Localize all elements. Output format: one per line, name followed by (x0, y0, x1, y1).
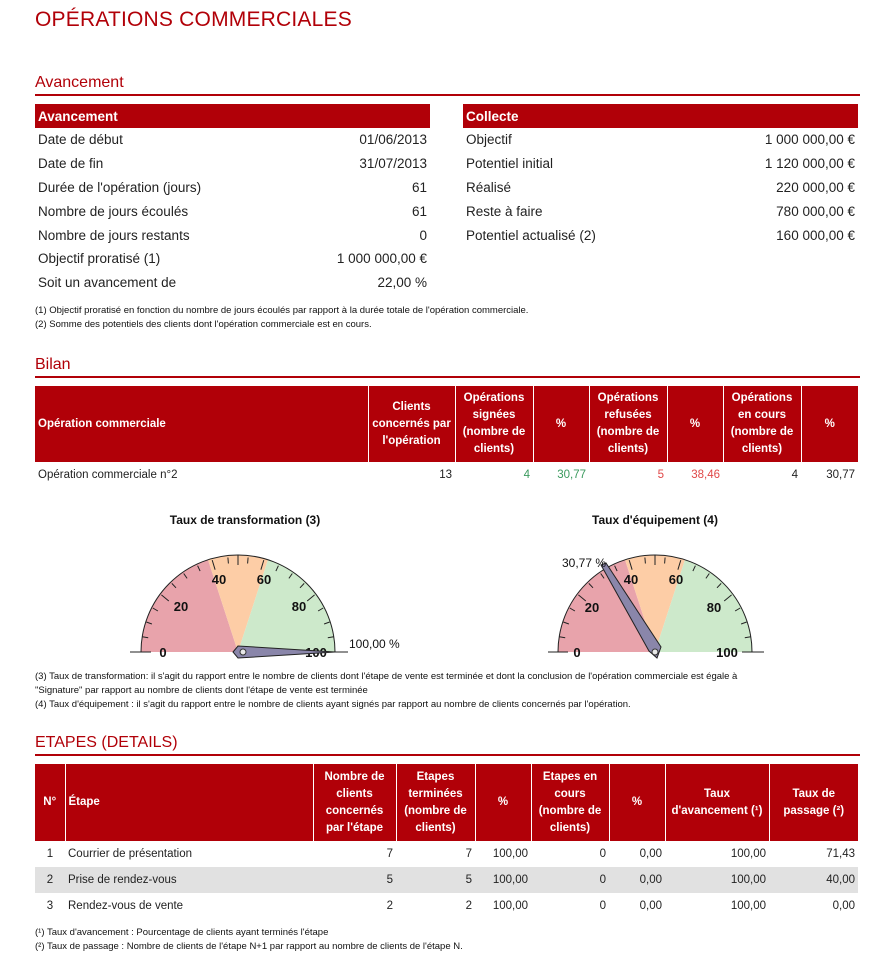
table-row (35, 867, 858, 893)
row-value: 1 000 000,00 € (336, 251, 427, 267)
table-row (463, 199, 858, 223)
row-label: Date de fin (38, 156, 104, 172)
col-taux-passage: Taux de passage (²) (769, 764, 858, 841)
table-row (35, 176, 430, 200)
row-value: 61 (411, 203, 427, 219)
row-label: Date de début (38, 132, 123, 148)
row-value: 160 000,00 € (776, 227, 855, 243)
row-label: Durée de l'opération (jours) (38, 179, 202, 195)
avancement-footnotes (35, 304, 528, 332)
cell-en-cours-pct: 30,77 (826, 469, 855, 481)
gauge-tick-100: 100 (716, 645, 738, 660)
avancement-table-header: Avancement (35, 104, 430, 128)
section-title-etapes: ETAPES (DETAILS) (35, 734, 860, 756)
row-label: Nombre de jours restants (38, 227, 190, 243)
gauge-tick-0: 0 (159, 645, 167, 660)
gauge-title-equipement: Taux d'équipement (4) (592, 513, 718, 527)
section-title-avancement: Avancement (35, 74, 860, 96)
cell-terminees: 5 (396, 867, 475, 893)
gauge-tick-40: 40 (623, 572, 639, 587)
col-operation: Opération commerciale (35, 386, 368, 462)
cell-n: 3 (46, 900, 54, 912)
etapes-table (35, 764, 858, 919)
cell-n: 2 (35, 867, 65, 893)
col-signees-pct: % (533, 386, 589, 462)
footnote-4: (4) Taux d'équipement : il s'agit du rapport entre le nombre de clients ayant signés par rapport au nombre de clients concernés par l'opération. (35, 699, 631, 710)
col-taux-avancement: Taux d'avancement (¹) (665, 764, 769, 841)
footnote-taux-passage: (²) Taux de passage : Nombre de clients de l'étape N+1 par rapport au nombre de clients de l'étape N. (35, 941, 463, 952)
table-row (463, 223, 858, 247)
cell-taux-avancement: 100,00 (730, 900, 766, 912)
footnote-1: (1) Objectif proratisé en fonction du nombre de jours écoulés par rapport à la durée totale de l'opération commerciale. (35, 305, 529, 316)
cell-n: 1 (46, 848, 54, 860)
cell-etape: Courrier de présentation (68, 848, 193, 860)
cell-operation: Opération commerciale n°2 (38, 469, 178, 481)
row-value: 61 (411, 179, 427, 195)
row-value: 22,00 % (377, 275, 427, 291)
table-row (35, 841, 858, 867)
bilan-footnotes (35, 670, 737, 712)
cell-refusees-pct: 38,46 (691, 469, 720, 481)
cell-en-cours-pct: 0,00 (639, 848, 662, 860)
col-etape: Étape (65, 764, 313, 841)
etapes-footnotes (35, 926, 463, 954)
collecte-table-header: Collecte (463, 104, 858, 128)
avancement-table (35, 104, 430, 295)
col-n: N° (35, 764, 65, 841)
gauge-tick-80: 80 (706, 600, 722, 615)
row-label: Soit un avancement de (38, 275, 177, 291)
table-row (463, 176, 858, 200)
cell-en-cours: 0 (599, 900, 606, 912)
bilan-table (35, 386, 858, 488)
row-value: 01/06/2013 (359, 132, 427, 148)
cell-terminees-pct: 100,00 (475, 867, 531, 893)
row-label: Objectif proratisé (1) (38, 251, 161, 267)
gauge-tick-20: 20 (173, 599, 189, 614)
cell-en-cours-pct: 0,00 (639, 900, 662, 912)
footnote-2: (2) Somme des potentiels des clients dont l'opération commerciale est en cours. (35, 319, 372, 330)
row-value: 220 000,00 € (776, 179, 855, 195)
col-clients: Clients concernés par l'opération (368, 386, 455, 462)
cell-taux-avancement: 100,00 (730, 848, 766, 860)
row-value: 780 000,00 € (776, 203, 855, 219)
col-refusees: Opérations refusées (nombre de clients) (589, 386, 667, 462)
col-terminees-pct: % (475, 764, 531, 841)
cell-etape: Prise de rendez-vous (65, 867, 313, 893)
table-row (35, 893, 858, 919)
row-value: 1 120 000,00 € (764, 156, 855, 172)
col-signees: Opérations signées (nombre de clients) (455, 386, 533, 462)
footnote-taux-avancement: (¹) Taux d'avancement : Pourcentage de clients ayant terminés l'étape (35, 927, 329, 938)
page-title: OPÉRATIONS COMMERCIALES (35, 8, 352, 31)
gauge-value: 30,77 % (562, 556, 607, 570)
cell-en-cours: 0 (531, 867, 609, 893)
row-value: 31/07/2013 (359, 156, 427, 172)
cell-en-cours-pct: 0,00 (609, 867, 665, 893)
cell-terminees: 2 (465, 900, 472, 912)
row-label: Potentiel actualisé (2) (466, 227, 596, 243)
cell-clients: 13 (439, 469, 452, 481)
row-label: Objectif (466, 132, 512, 148)
gauge-value: 100,00 % (349, 637, 400, 651)
cell-terminees-pct: 100,00 (492, 900, 528, 912)
row-value: 1 000 000,00 € (764, 132, 855, 148)
cell-clients: 5 (313, 867, 396, 893)
gauge-tick-60: 60 (668, 572, 684, 587)
footnote-3-cont: "Signature" par rapport au nombre de clients dont l'étape de vente est terminée (35, 685, 368, 696)
gauge-tick-60: 60 (256, 572, 272, 587)
cell-terminees-pct: 100,00 (492, 848, 528, 860)
table-row (35, 152, 430, 176)
gauge-tick-40: 40 (211, 572, 227, 587)
table-row (35, 128, 430, 152)
col-clients: Nombre de clients concernés par l'étape (313, 764, 396, 841)
col-en-cours: Opérations en cours (nombre de clients) (723, 386, 801, 462)
table-row (35, 462, 858, 488)
row-value: 0 (419, 227, 427, 243)
footnote-3: (3) Taux de transformation: il s'agit du rapport entre le nombre de clients dont l'étape de vente est terminée et dont la conclusion de l'opération commerciale est égale à (35, 671, 738, 682)
table-row (463, 152, 858, 176)
gauge-equipement (540, 540, 780, 665)
collecte-table (463, 104, 858, 247)
table-row (35, 247, 430, 271)
cell-etape: Rendez-vous de vente (68, 900, 184, 912)
gauge-title-transformation: Taux de transformation (3) (169, 513, 321, 527)
cell-clients: 7 (386, 848, 393, 860)
cell-taux-passage: 0,00 (832, 900, 855, 912)
cell-taux-passage: 71,43 (826, 848, 855, 860)
gauge-tick-20: 20 (584, 600, 600, 615)
col-en-cours-pct: % (801, 386, 858, 462)
cell-taux-avancement: 100,00 (665, 867, 769, 893)
col-en-cours: Etapes en cours (nombre de clients) (531, 764, 609, 841)
cell-en-cours: 4 (791, 469, 798, 481)
row-label: Reste à faire (466, 203, 543, 219)
row-label: Potentiel initial (466, 156, 554, 172)
table-row (35, 271, 430, 295)
row-label: Réalisé (466, 179, 512, 195)
cell-signees-pct: 30,77 (557, 469, 586, 481)
cell-en-cours: 0 (599, 848, 606, 860)
cell-terminees: 7 (465, 848, 472, 860)
gauge-transformation (120, 540, 420, 665)
col-refusees-pct: % (667, 386, 723, 462)
cell-clients: 2 (386, 900, 393, 912)
col-en-cours-pct: % (609, 764, 665, 841)
cell-refusees: 5 (657, 469, 664, 481)
table-row (35, 223, 430, 247)
section-title-bilan: Bilan (35, 356, 860, 378)
table-row (463, 128, 858, 152)
gauge-tick-80: 80 (291, 599, 307, 614)
table-row (35, 199, 430, 223)
cell-taux-passage: 40,00 (769, 867, 858, 893)
row-label: Nombre de jours écoulés (38, 203, 189, 219)
cell-signees: 4 (523, 469, 530, 481)
col-terminees: Etapes terminées (nombre de clients) (396, 764, 475, 841)
gauge-tick-0: 0 (573, 645, 581, 660)
